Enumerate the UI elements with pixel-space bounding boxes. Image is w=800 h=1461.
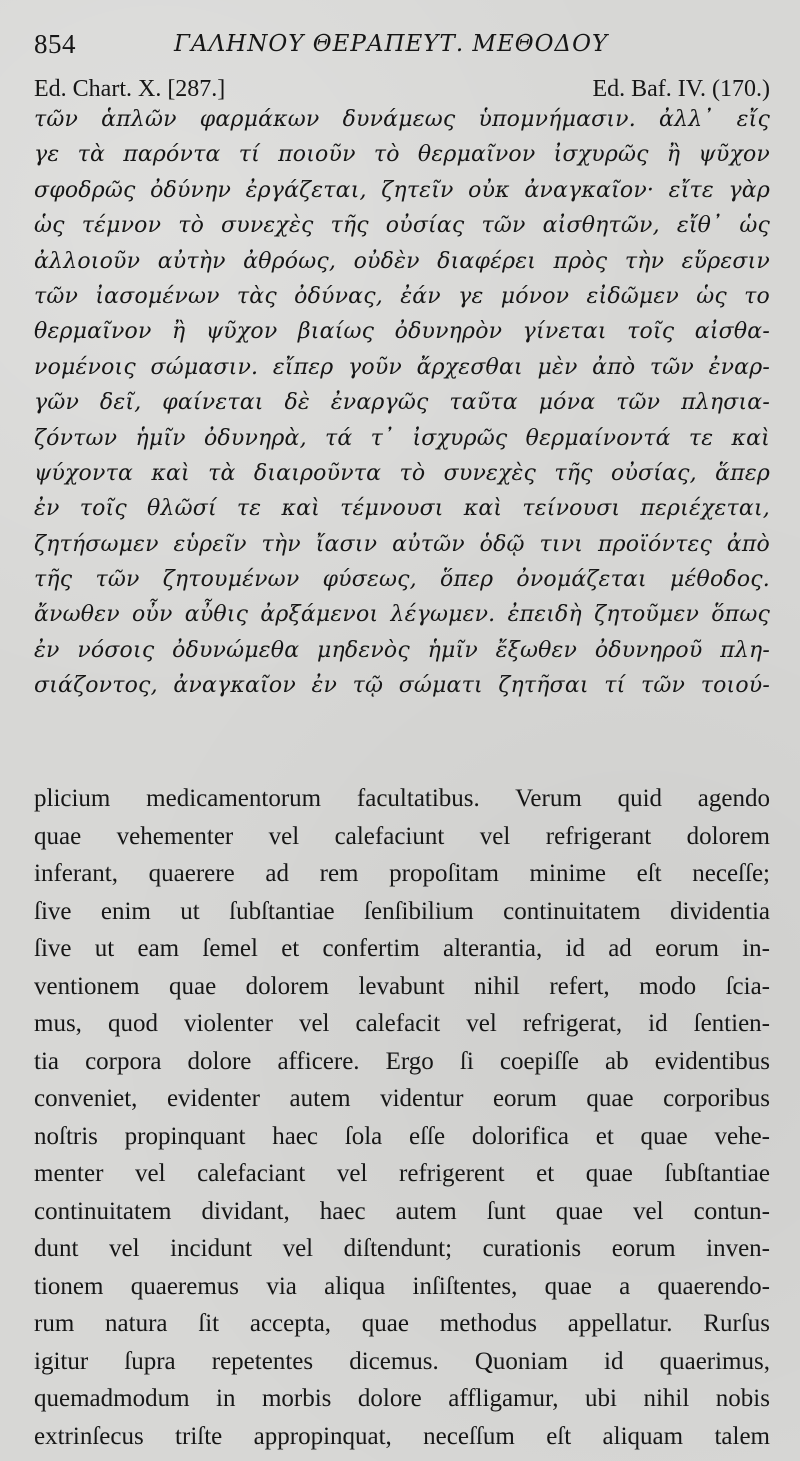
greek-text-line: ἄνωθεν οὖν αὖθις ἀρξάμενοι λέγωμεν. ἐπειδὴ ζητοῦμεν ὅπως [34,602,770,628]
greek-text-block [34,102,770,704]
greek-text-line: γε τὰ παρόντα τί ποιοῦν τὸ θερμαῖνον ἰσχυρῶς ἢ ψῦχον [34,142,770,168]
latin-text-line: noſtris propinquant haec ſola eſſe dolorifica et quae vehe- [34,1122,770,1150]
greek-text-line: ἐν τοῖς θλῶσί τε καὶ τέμνουσι καὶ τείνουσι περιέχεται, [34,496,770,522]
latin-text-line: plicium medicamentorum facultatibus. Verum quid agendo [34,785,770,812]
latin-text-line: inferant, quaerere ad rem propoſitam minime eſt neceſſe; [34,860,770,887]
page-number: 854 [34,29,76,59]
latin-text-line: continuitatem dividant, haec autem ſunt quae vel contun- [34,1197,770,1225]
latin-text-line: quae vehementer vel calefaciunt vel refrigerant dolorem [34,822,770,850]
latin-text-line: igitur ſupra repetentes dicemus. Quoniam id quaerimus, [34,1347,770,1375]
latin-text-line: ſive enim ut ſubſtantiae ſenſibilium continuitatem dividentia [34,897,770,925]
latin-text-line: menter vel calefaciant vel refrigerent et quae ſubſtantiae [34,1160,770,1187]
latin-text-line: tia corpora dolore afficere. Ergo ſi coepiſſe ab evidentibus [34,1047,770,1075]
greek-text-line: ἐν νόσοις ὀδυνώμεθα μηδενὸς ἡμῖν ἔξωθεν ὀδυνηροῦ πλη- [34,637,770,663]
latin-text-line: tionem quaeremus via aliqua inſiſtentes, quae a quaerendo- [34,1272,770,1300]
latin-text-line: ventionem quae dolorem levabunt nihil refert, modo ſcia- [34,972,770,1000]
running-head [34,24,770,64]
latin-text-line: quemadmodum in morbis dolore affligamur, ubi nihil nobis [34,1385,770,1412]
greek-text-line: ψύχοντα καὶ τὰ διαιροῦντα τὸ συνεχὲς τῆς οὐσίας, ἅπερ [34,460,770,486]
greek-text-line: τῶν ἰασομένων τὰς ὀδύνας, ἐάν γε μόνον εἰδῶμεν ὡς το [34,283,770,309]
greek-text-line: γῶν δεῖ, φαίνεται δὲ ἐναργῶς ταῦτα μόνα τῶν πλησια- [34,390,770,416]
greek-text-line: σιάζοντος, ἀναγκαῖον ἐν τῷ σώματι ζητῆσαι τί τῶν τοιού- [34,673,770,699]
greek-text-line: ὡς τέμνον τὸ συνεχὲς τῆς οὐσίας τῶν αἰσθητῶν, εἴθ᾿ ὡς [34,213,770,239]
greek-text-line: τῶν ἁπλῶν φαρμάκων δυνάμεως ὑπομνήμασιν. ἀλλ᾿ εἴς [34,107,770,132]
latin-text-line: extrinſecus triſte appropinquat, neceſſum eſt aliquam talem [34,1422,770,1450]
latin-text-line: rum natura ſit accepta, quae methodus appellatur. Rurſus [34,1310,770,1337]
edition-reference-line [34,72,770,106]
latin-text-block [34,780,770,1455]
latin-text-line: conveniet, evidenter autem videntur eorum quae corporibus [34,1085,770,1112]
latin-text-line: dunt vel incidunt vel diſtendunt; curationis eorum inven- [34,1235,770,1262]
greek-text-line: θερμαῖνον ἢ ψῦχον βιαίως ὀδυνηρὸν γίνεται τοῖς αἰσθα- [34,319,770,345]
greek-text-line: ἀλλοιοῦν αὐτὴν ἀθρόως, οὐδὲν διαφέρει πρὸς τὴν εὕρεσιν [34,248,770,274]
greek-text-line: τῆς τῶν ζητουμένων φύσεως, ὅπερ ὀνομάζεται μέθοδος. [34,567,770,593]
latin-text-line: mus, quod violenter vel calefacit vel refrigerat, id ſentien- [34,1010,770,1037]
edition-basel-reference: Ed. Baf. IV. (170.) [592,76,770,102]
greek-text-line: σφοδρῶς ὀδύνην ἐργάζεται, ζητεῖν οὐκ ἀναγκαῖον· εἴτε γὰρ [34,177,770,203]
running-title: ΓΑΛΗΝΟΥ ΘΕΡΑΠΕΥΤ. ΜΕΘΟΔΟΥ [174,31,609,57]
greek-text-line: ζητήσωμεν εὑρεῖν τὴν ἴασιν αὐτῶν ὁδῷ τινι προϊόντες ἀπὸ [34,531,770,557]
greek-text-line: ζόντων ἡμῖν ὀδυνηρὰ, τά τ᾿ ἰσχυρῶς θερμαίνοντά τε καὶ [34,425,770,451]
latin-text-line: ſive ut eam ſemel et confertim alterantia, id ad eorum in- [34,935,770,962]
edition-chart-reference: Ed. Chart. X. [287.] [34,76,226,102]
greek-text-line: νομένοις σώμασιν. εἴπερ γοῦν ἄρχεσθαι μὲν ἀπὸ τῶν ἐναρ- [34,354,770,380]
